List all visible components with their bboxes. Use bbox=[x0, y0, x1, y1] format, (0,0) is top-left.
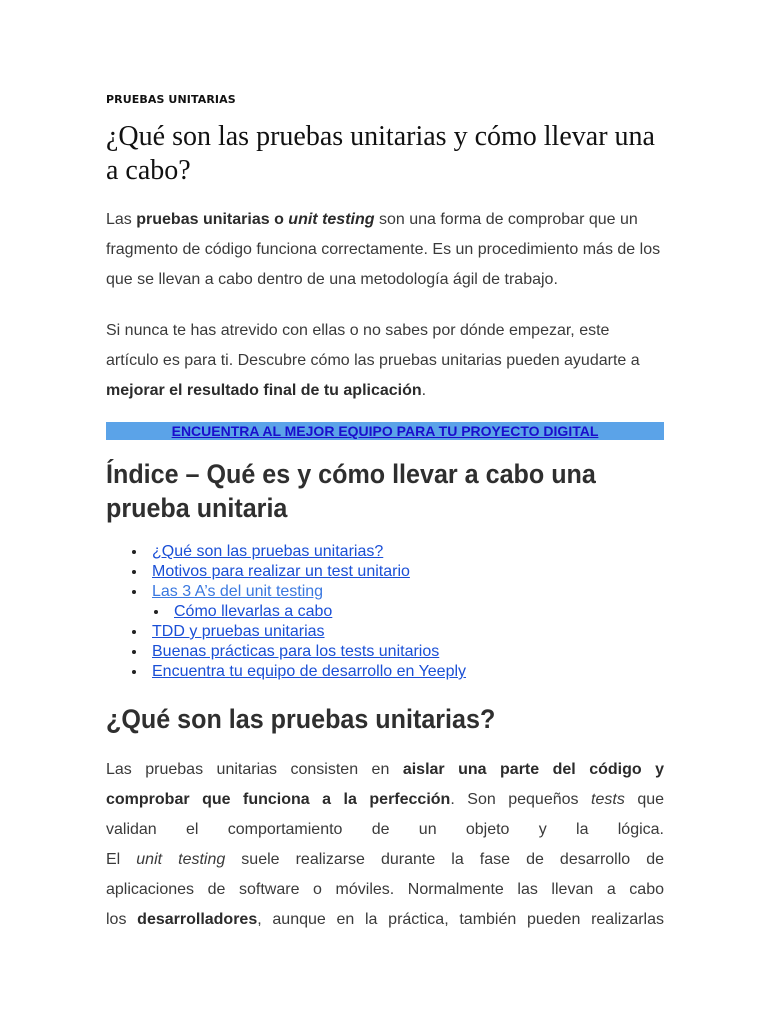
category-label: PRUEBAS UNITARIAS bbox=[106, 93, 236, 106]
toc-item bbox=[106, 562, 666, 582]
toc-item bbox=[106, 642, 666, 662]
text-line: aplicaciones de software o móviles. Normalmente las llevan a cabo bbox=[106, 881, 664, 898]
toc-item bbox=[106, 582, 666, 602]
text-line: comprobar que funciona a la perfección. Son pequeños tests que bbox=[106, 791, 665, 808]
text-line: El unit testing suele realizarse durante la fase de desarrollo de bbox=[106, 851, 665, 868]
intro-paragraph: Las pruebas unitarias o unit testing son una forma de comprobar que un fragmento de código funciona correctamente. Es un procedimiento más de los que se llevan a cabo dentro de una metodología ágil de trabajo. bbox=[106, 211, 661, 288]
toc-link-tdd[interactable]: TDD y pruebas unitarias bbox=[152, 623, 325, 640]
section-heading: ¿Qué son las pruebas unitarias? bbox=[106, 704, 496, 734]
toc-link-buenas-practicas[interactable]: Buenas prácticas para los tests unitarios bbox=[152, 643, 440, 660]
text-line: validan el comportamiento de un objeto y la lógica. bbox=[106, 821, 664, 838]
cta-banner bbox=[106, 422, 664, 440]
text-line: Las pruebas unitarias consisten en aislar una parte del código y bbox=[106, 761, 665, 778]
toc-link-como-llevarlas[interactable]: Cómo llevarlas a cabo bbox=[174, 603, 333, 620]
article-title: ¿Qué son las pruebas unitarias y cómo llevar una a cabo? bbox=[106, 121, 655, 186]
second-paragraph: Si nunca te has atrevido con ellas o no sabes por dónde empezar, este artículo es para ti. Descubre cómo las pruebas unitarias pueden ayudarte a mejorar el resultado final de tu aplicación. bbox=[106, 322, 640, 399]
toc-link-que-son[interactable]: ¿Qué son las pruebas unitarias? bbox=[152, 543, 384, 560]
cta-banner-link[interactable]: ENCUENTRA AL MEJOR EQUIPO PARA TU PROYECTO DIGITAL bbox=[171, 423, 599, 439]
table-of-contents bbox=[106, 542, 666, 682]
toc-item bbox=[106, 542, 666, 562]
index-heading: Índice – Qué es y cómo llevar a cabo una prueba unitaria bbox=[106, 459, 596, 523]
toc-link-3-as[interactable]: Las 3 A’s del unit testing bbox=[152, 583, 324, 600]
toc-subitem bbox=[106, 602, 666, 622]
text-line: los desarrolladores, aunque en la práctica, también pueden realizarlas bbox=[106, 911, 664, 928]
toc-link-encuentra-equipo[interactable]: Encuentra tu equipo de desarrollo en Yeeply bbox=[152, 663, 467, 680]
toc-item bbox=[106, 622, 666, 642]
section-paragraph bbox=[106, 755, 664, 935]
toc-item bbox=[106, 662, 666, 682]
toc-link-motivos[interactable]: Motivos para realizar un test unitario bbox=[152, 563, 410, 580]
